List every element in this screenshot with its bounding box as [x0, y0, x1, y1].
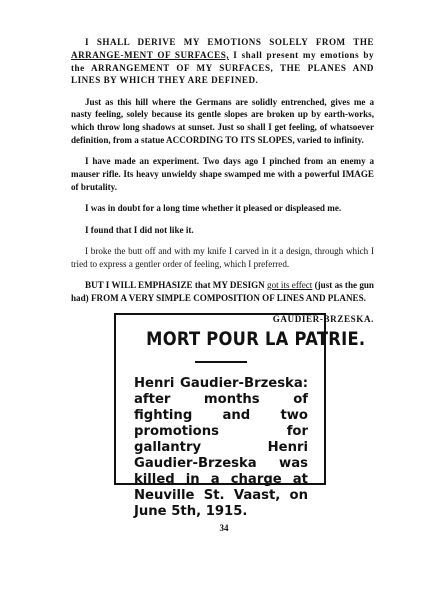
signature: GAUDIER-BRZESKA.: [272, 314, 374, 325]
paragraph-7-end: (just as the gun had) FROM A VERY SIMPLE COMPOSITION OF LINES AND PLANES.: [71, 279, 374, 303]
paragraph-3: I have made an experiment. Two days ago I pinched from an enemy a mauser rifle. Its heavy unwieldy shape swamped me with a powerful IMAGE of brutality.: [71, 156, 374, 192]
paragraph-4: I was in doubt for a long time whether it pleased or displeased me.: [85, 203, 342, 214]
paragraph-2: Just as this hill where the Germans are solidly entrenched, gives me a nasty feeling, solely because its gentle slopes are broken up by earth-works, which throw long shadows at sunset. Just so shall I get feeling, of whatsoever definition, from a statue ACCORDING TO ITS SLOPES, varied to infinity.: [71, 96, 374, 146]
obituary-notice-box: [114, 313, 366, 519]
page-number: 34: [219, 523, 229, 533]
paragraph-1-underlined: ARRANGE-MENT OF SURFACES,: [71, 49, 230, 60]
paragraph-6: I broke the butt off and with my knife I carved in it a design, through which I tried to express a gentler order of feeling, which I preferred.: [71, 245, 374, 269]
paragraph-7: [71, 279, 374, 305]
paragraph-7-start: BUT I WILL EMPHASIZE that MY DESIGN: [85, 279, 268, 290]
notice-body: Henri Gaudier-Brzeska: after months of fighting and two promotions for gallantry Henri Gaudier-Brzeska was killed in a charge at Neuville St. Vaast, on June 5th, 1915.: [134, 376, 308, 519]
paragraph-7-underlined: got its effect: [267, 279, 313, 290]
paragraph-1-end: I shall present my emotions by the ARRANGEMENT OF MY SURFACES, THE PLANES AND LINES BY WHICH THEY ARE DEFINED.: [71, 49, 374, 86]
notice-title: MORT POUR LA PATRIE.: [146, 328, 366, 350]
article-text: [71, 36, 374, 334]
paragraph-1-start: I SHALL DERIVE MY EMOTIONS SOLELY FROM THE: [85, 37, 374, 47]
paragraph-5: I found that I did not like it.: [85, 224, 194, 235]
paragraph-1: [71, 36, 374, 87]
notice-divider: [195, 361, 247, 363]
